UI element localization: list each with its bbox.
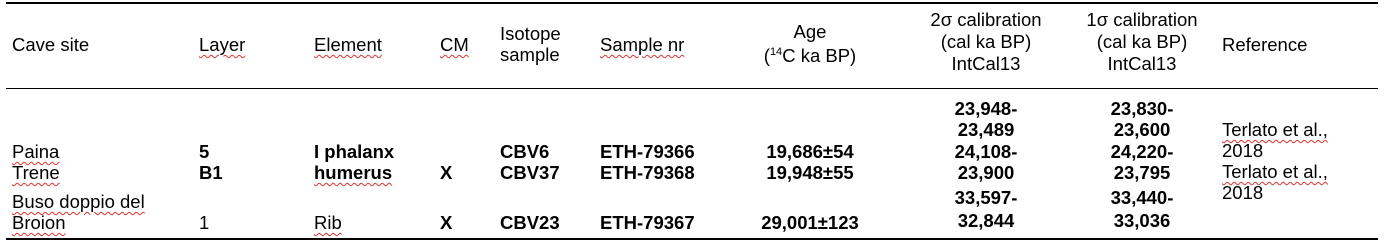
header-age-superscript: 14	[769, 46, 783, 58]
cell-sample-nr: ETH-79368	[600, 162, 695, 183]
cell-reference-line1: Terlato et al.,	[1222, 119, 1328, 140]
cell-reference-line1: Terlato et al.,	[1222, 161, 1328, 182]
cell-isotope-sample: CBV6	[500, 141, 550, 162]
cell-1sigma-line2: 23,795	[1113, 162, 1171, 183]
cell-age: 19,686±54	[766, 141, 854, 162]
cell-1sigma-line2: 33,036	[1113, 210, 1171, 231]
cell-element: Rib	[314, 212, 342, 233]
cell-reference-line2: 2018	[1222, 182, 1264, 203]
cell-reference-line2: 2018	[1222, 140, 1264, 161]
cell-isotope-sample: CBV37	[500, 162, 560, 183]
header-layer: Layer	[199, 34, 246, 55]
cell-1sigma-line1: 24,220-	[1110, 141, 1174, 162]
cell-layer: B1	[199, 162, 223, 183]
header-2sigma-line3: IntCal13	[951, 53, 1021, 74]
cell-1sigma-line1: 33,440-	[1110, 187, 1174, 208]
top-rule	[6, 2, 1378, 4]
cell-age: 19,948±55	[766, 162, 854, 183]
cell-element: I phalanx	[314, 141, 395, 162]
cell-element: humerus	[314, 162, 393, 183]
cell-layer: 5	[199, 141, 210, 162]
cell-2sigma-line1: 33,597-	[954, 187, 1018, 208]
cell-cave-site: Trene	[12, 162, 60, 183]
header-age-unit: C ka BP)	[782, 45, 857, 66]
header-rule	[6, 88, 1378, 89]
cell-2sigma-line2: 32,844	[957, 210, 1015, 231]
cell-cave-site-line1: Buso doppio del	[12, 191, 145, 212]
header-isotope-sample-line2: sample	[500, 44, 560, 65]
cell-cave-site-line2: Broion	[12, 212, 66, 233]
header-age-line2	[735, 45, 885, 66]
header-sample-nr: Sample nr	[600, 34, 685, 55]
cell-2sigma-line1: 23,948-	[954, 98, 1018, 119]
cell-layer: 1	[199, 212, 210, 233]
cell-2sigma-line2: 23,489	[957, 119, 1015, 140]
header-reference: Reference	[1222, 34, 1308, 55]
header-1sigma-line2: (cal ka BP)	[1096, 31, 1188, 52]
header-element: Element	[314, 34, 382, 55]
cell-cm: X	[440, 212, 453, 233]
header-1sigma-line1: 1σ calibration	[1086, 9, 1198, 30]
header-isotope-sample-line1: Isotope	[500, 23, 561, 44]
header-cm: CM	[440, 34, 469, 55]
cell-isotope-sample: CBV23	[500, 212, 560, 233]
header-age-line1: Age	[793, 21, 827, 42]
bottom-rule	[6, 238, 1378, 240]
cell-1sigma-line2: 23,600	[1113, 119, 1171, 140]
cell-2sigma-line2: 23,900	[957, 162, 1015, 183]
header-cave-site: Cave site	[12, 34, 90, 55]
cell-sample-nr: ETH-79367	[600, 212, 695, 233]
cell-cave-site: Paina	[12, 141, 60, 162]
header-2sigma-line1: 2σ calibration	[930, 9, 1042, 30]
cell-age: 29,001±123	[761, 212, 859, 233]
header-1sigma-line3: IntCal13	[1107, 53, 1177, 74]
cell-2sigma-line1: 24,108-	[954, 141, 1018, 162]
cell-1sigma-line1: 23,830-	[1110, 98, 1174, 119]
header-2sigma-line2: (cal ka BP)	[940, 31, 1032, 52]
cell-cm: X	[440, 162, 453, 183]
header-age-open-paren: (	[763, 45, 770, 66]
cell-sample-nr: ETH-79366	[600, 141, 695, 162]
